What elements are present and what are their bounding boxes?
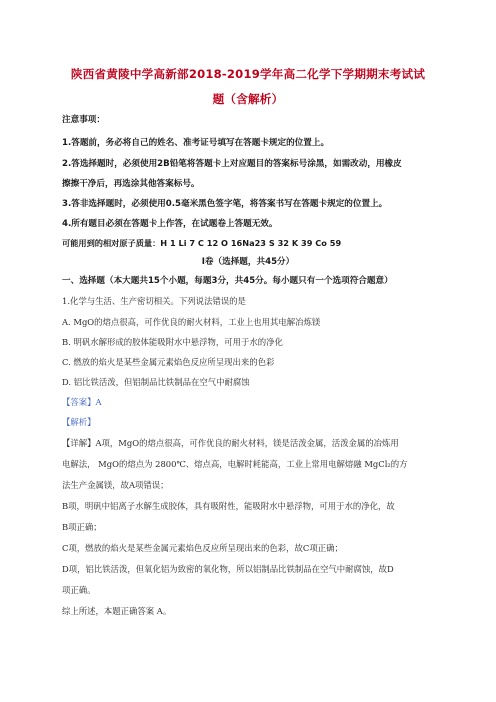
- answer-line: 【答案】A: [62, 397, 102, 407]
- question-stem: 1.化学与生活、生产密切相关。下列说法错误的是: [62, 296, 246, 306]
- explanation-line-4: B项，明矾中铝离子水解生成胶体，具有吸附性，能吸附水中悬浮物，可用于水的净化，故: [62, 501, 395, 511]
- document-title-line-2: 题（含解析）: [212, 92, 284, 106]
- explanation-line-9: 综上所述，本题正确答案 A。: [62, 606, 172, 616]
- option-d: D. 铝比铁活泼，但铝制品比铁制品在空气中耐腐蚀: [62, 377, 250, 387]
- document-title-line-1: 陕西省黄陵中学高新部2018-2019学年高二化学下学期期末考试试: [70, 67, 426, 81]
- explanation-line-3: 法生产金属镁，故A项错误；: [62, 480, 169, 490]
- section-heading: 一、选择题（本大题共15个小题，每题3分，共45分。每小题只有一个选项符合题意）: [62, 276, 393, 286]
- explanation-line-1: 【详解】A项，MgO的熔点很高，可作优良的耐火材料，镁是活泼金属，活泼金属的冶炼用: [62, 438, 399, 448]
- note-1: 1.答题前，务必将自己的姓名、准考证号填写在答题卡规定的位置上。: [62, 138, 330, 148]
- option-b: B. 明矾水解形成的胶体能吸附水中悬浮物，可用于水的净化: [62, 337, 283, 347]
- explanation-line-8: 项正确。: [62, 585, 96, 595]
- note-3: 3.答非选择题时，必须使用0.5毫米黑色签字笔，将答案书写在答题卡规定的位置上。: [62, 199, 388, 209]
- note-2-continued: 擦擦干净后，再选涂其他答案标号。: [62, 179, 200, 189]
- explanation-line-2: 电解法， MgO的熔点为 2800℃、熔点高，电解时耗能高，工业上常用电解熔融 MgCl₂的方: [62, 459, 408, 469]
- option-a: A. MgO的熔点很高，可作优良的耐火材料，工业上也用其电解冶炼镁: [62, 317, 321, 327]
- explanation-line-5: B项正确；: [62, 522, 102, 532]
- note-4: 4.所有题目必须在答题卡上作答，在试题卷上答题无效。: [62, 219, 278, 229]
- atomic-masses-line: 可能用到的相对原子质量：H 1 Li 7 C 12 O 16Na23 S 32 K 39 Co 59: [62, 238, 342, 248]
- explanation-line-7: D项，铝比铁活泼，但氧化铝为致密的氧化物，所以铝制品比铁制品在空气中耐腐蚀，故D: [62, 564, 394, 574]
- explanation-line-6: C项，燃放的焰火是某些金属元素焰色反应所呈现出来的色彩，故C项正确；: [62, 543, 343, 553]
- option-c: C. 燃放的焰火是某些金属元素焰色反应所呈现出来的色彩: [62, 357, 275, 367]
- volume-heading: Ⅰ卷（选择题，共45分）: [201, 257, 295, 267]
- notes-heading: 注意事项：: [62, 115, 105, 125]
- analysis-label: 【解析】: [62, 417, 96, 427]
- note-2: 2.答选择题时，必须使用2B铅笔将答题卡上对应题目的答案标号涂黑，如需改动，用橡皮: [62, 159, 402, 169]
